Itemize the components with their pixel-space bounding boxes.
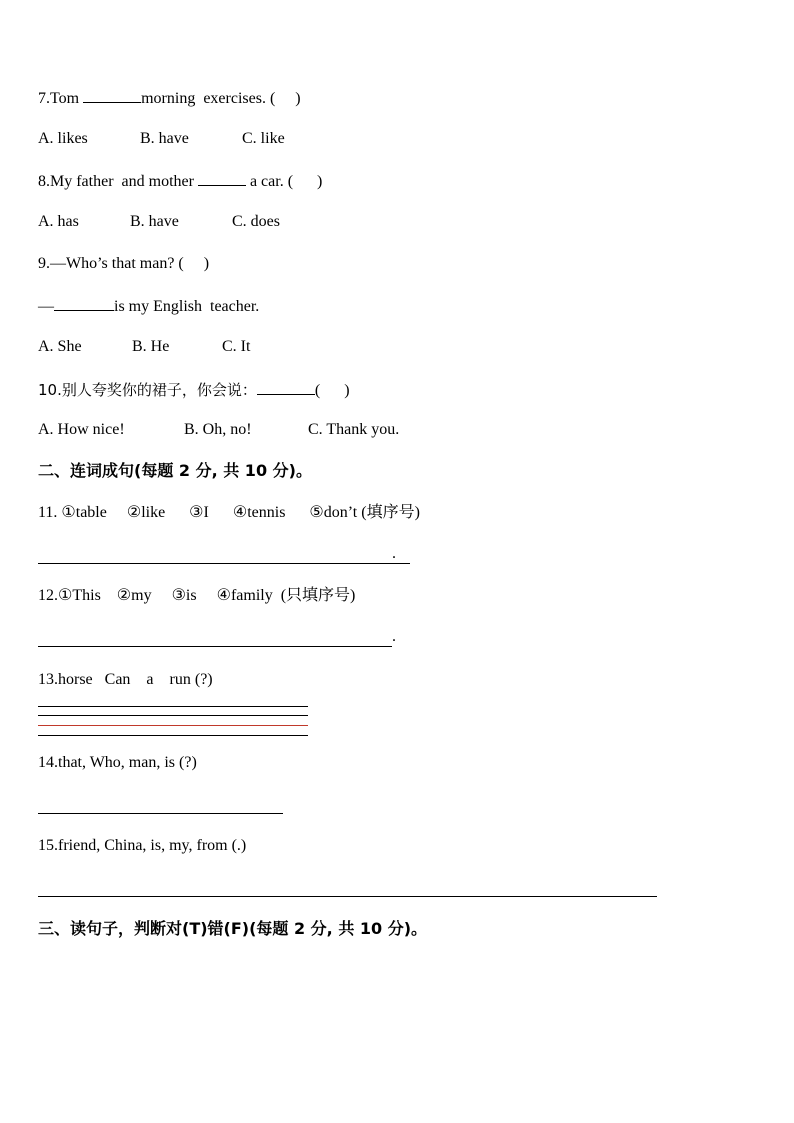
question-11: 11. ①table ②like ③I ④tennis ⑤don’t (填序号): [38, 504, 420, 521]
q9-blank[interactable]: [54, 295, 114, 311]
q8-option-b[interactable]: B. have: [130, 213, 179, 230]
q9-prefix: —: [38, 298, 54, 315]
q8-options: [38, 212, 280, 232]
q7-options: [38, 129, 285, 149]
q10-prefix: 10.别人夸奖你的裙子，你会说：: [38, 381, 257, 399]
q12-answer-line[interactable]: [38, 646, 392, 647]
q11-answer-line[interactable]: [38, 563, 410, 564]
q7-option-c[interactable]: C. like: [242, 130, 285, 147]
q11-period: .: [392, 545, 396, 562]
question-15: 15.friend, China, is, my, from (.): [38, 837, 247, 854]
q8-option-a[interactable]: A. has: [38, 213, 79, 230]
question-9-prompt: 9.—Who’s that man? ( ): [38, 255, 210, 272]
q9-option-b[interactable]: B. He: [132, 338, 170, 355]
question-7: [38, 87, 301, 109]
q9-option-a[interactable]: A. She: [38, 338, 82, 355]
section-2-title: 二、连词成句(每题 2 分, 共 10 分)。: [38, 461, 312, 480]
q10-options: [38, 420, 399, 440]
q9-suffix: is my English teacher.: [114, 298, 260, 315]
writing-line-2: [38, 715, 308, 716]
q10-option-a[interactable]: A. How nice!: [38, 421, 125, 438]
q9-options: [38, 337, 250, 357]
section-3-title: 三、读句子，判断对(T)错(F)(每题 2 分, 共 10 分)。: [38, 919, 428, 938]
q8-prefix: 8.My father and mother: [38, 173, 198, 190]
q7-option-b[interactable]: B. have: [140, 130, 189, 147]
q10-option-c[interactable]: C. Thank you.: [308, 421, 400, 438]
q10-suffix: ( ): [314, 382, 350, 399]
q7-prefix: 7.Tom: [38, 90, 84, 107]
writing-line-1: [38, 706, 308, 707]
q8-blank[interactable]: [198, 170, 246, 186]
question-13: 13.horse Can a run (?): [38, 671, 213, 688]
q12-period: .: [392, 628, 396, 645]
q9-option-c[interactable]: C. It: [222, 338, 251, 355]
writing-line-4: [38, 735, 308, 736]
q7-blank[interactable]: [83, 87, 141, 103]
question-12: 12.①This ②my ③is ④family (只填序号): [38, 587, 356, 604]
question-9: [38, 295, 259, 317]
question-10: [38, 379, 350, 401]
q14-answer-line[interactable]: [38, 813, 283, 814]
q10-option-b[interactable]: B. Oh, no!: [184, 421, 252, 438]
writing-line-3: [38, 725, 308, 726]
q7-option-a[interactable]: A. likes: [38, 130, 88, 147]
q8-option-c[interactable]: C. does: [232, 213, 280, 230]
question-14: 14.that, Who, man, is (?): [38, 754, 197, 771]
q7-suffix: morning exercises. ( ): [141, 90, 301, 107]
q15-answer-line[interactable]: [38, 896, 657, 897]
q10-blank[interactable]: [257, 379, 315, 395]
question-8: [38, 170, 322, 192]
q8-suffix: a car. ( ): [245, 173, 323, 190]
